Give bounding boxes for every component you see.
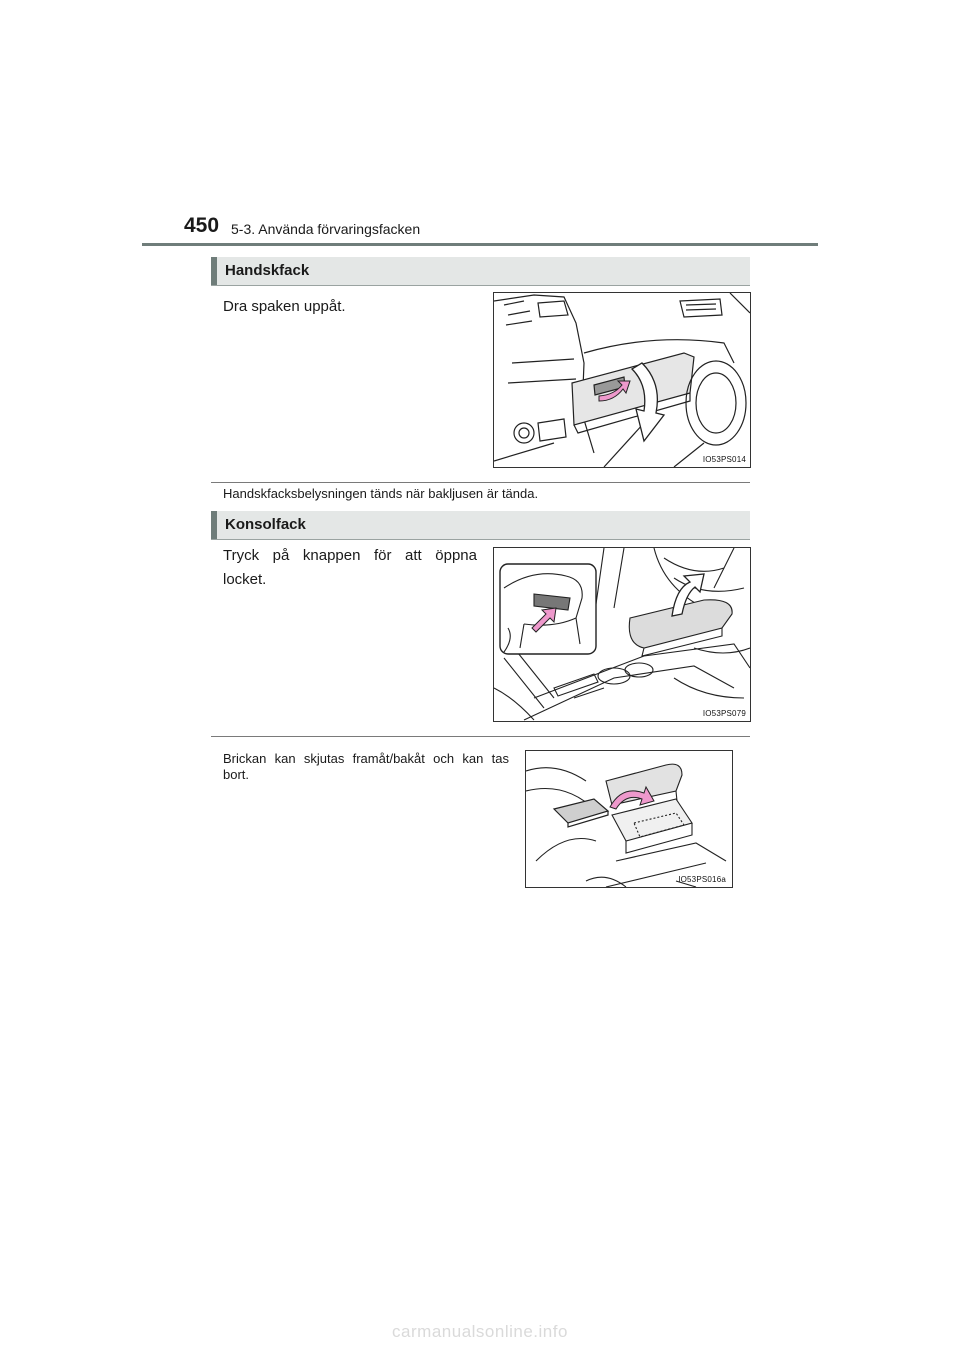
section-title: Handskfack <box>225 262 310 279</box>
glovebox-illustration <box>493 292 751 468</box>
chapter-title: 5-3. Använda förvaringsfacken <box>231 221 421 237</box>
section-accent <box>211 511 217 539</box>
note-handskfack: Handskfacksbelysningen tänds när bakljusen är tända. <box>223 486 539 501</box>
glovebox-drawing <box>494 293 750 467</box>
console-illustration <box>493 547 751 722</box>
note-tray: Brickan kan skjutas framåt/bakåt och kan tas bort. <box>223 751 509 782</box>
tray-illustration <box>525 750 733 888</box>
instruction-konsolfack: Tryck på knappen för att öppna locket. <box>223 547 477 588</box>
section-header-handskfack <box>211 257 750 286</box>
image-code: IO53PS016a <box>678 875 726 884</box>
image-code: IO53PS014 <box>702 455 746 464</box>
section-header-konsolfack <box>211 511 750 540</box>
section-accent <box>211 257 217 285</box>
image-code: IO53PS079 <box>702 709 746 718</box>
section-divider <box>211 736 750 737</box>
section-divider <box>211 482 750 483</box>
console-drawing <box>494 548 750 721</box>
instruction-handskfack: Dra spaken uppåt. <box>223 298 346 315</box>
page-number: 450 <box>184 214 220 237</box>
section-title: Konsolfack <box>225 516 306 533</box>
tray-drawing <box>526 751 732 887</box>
header-rule <box>142 243 818 246</box>
watermark: carmanualsonline.info <box>392 1322 568 1341</box>
